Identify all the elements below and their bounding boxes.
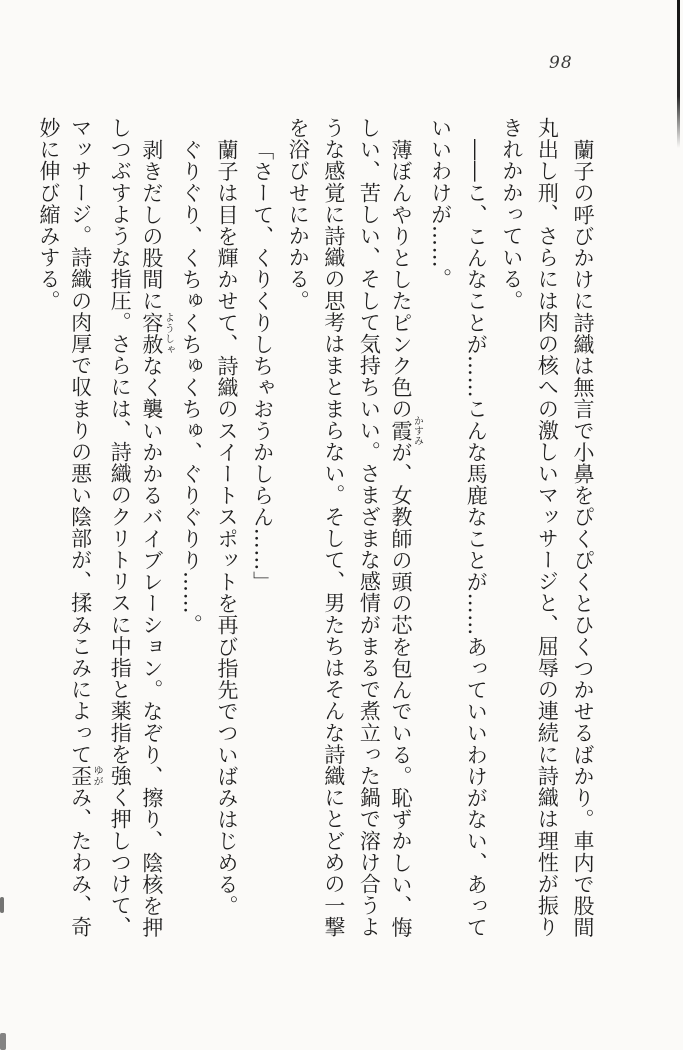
text-line: うな感覚に詩織の思考はまとまらない。そして、男たちはそんな詩織にとどめの一撃	[321, 117, 346, 938]
text-line: を浴びせにかかる。	[286, 117, 311, 312]
text-line: ――こ、こんなことが……こんな馬鹿なことが……あっていいわけがない、あって	[464, 139, 489, 939]
text-line: しい、苦しい、そして気持ちいい。さまざまな感情がまるで煮立った鍋で溶け合うよ	[357, 117, 382, 938]
scan-edge-artifact-right	[677, 0, 680, 148]
text-line: きれかかっている。	[499, 117, 524, 312]
text-line: 薄ぼんやりとしたピンク色の霞かすみが、女教師の頭の芯を包んでいる。恥ずかしい、悔	[389, 139, 423, 939]
text-line: いいわけが……。	[428, 117, 453, 290]
text-line: 妙に伸び縮みする。	[37, 117, 61, 312]
ruby-annotated-word: 歪ゆが	[68, 765, 103, 787]
text-line: 丸出し刑、さらには肉の核への激しいマッサージと、屈辱の連続に詩織は理性が振り	[535, 117, 560, 938]
text-line: ぐりぐり、くちゅくちゅくちゅ、ぐりぐりり……。	[179, 139, 204, 636]
ruby-annotated-word: 霞かすみ	[389, 415, 423, 446]
text-line: 蘭子の呼びかけに詩織は無言で小鼻をぴくぴくとひくつかせるばかり。車内で股間	[571, 139, 595, 939]
scan-edge-artifact-left-upper	[0, 897, 4, 913]
text-line: マッサージ。詩織の肉厚で収まりの悪い陰部が、揉みこみによって歪ゆがみ、たわみ、奇	[68, 117, 103, 938]
text-line: 剥きだしの股間に容赦ようしゃなく襲いかかるバイブレーション。なぞり、擦り、陰核を押	[139, 139, 174, 939]
scan-edge-artifact-left-lower	[0, 1033, 6, 1050]
text-line: しつぶすような指圧。さらには、詩織のクリトリスに中指と薬指を強く押しつけて、	[108, 117, 133, 938]
ruby-annotated-word: 容赦ようしゃ	[139, 311, 174, 356]
text-line: 「さーて、くりくりしちゃおうかしらん……」	[250, 139, 275, 593]
page-number: 98	[549, 53, 573, 73]
text-block	[30, 117, 600, 945]
text-line: 蘭子は目を輝かせて、詩織のスイートスポットを再び指先でついばみはじめる。	[215, 139, 239, 917]
